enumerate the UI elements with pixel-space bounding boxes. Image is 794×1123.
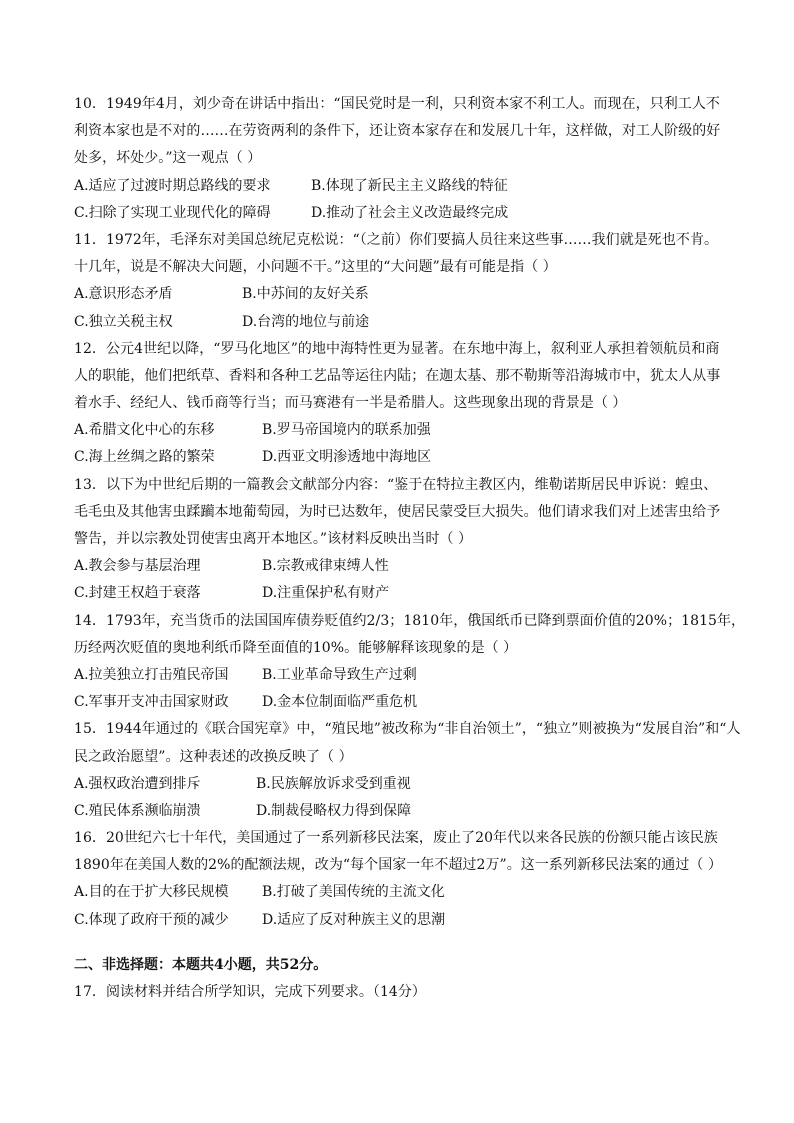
question-text-line: 利资本家也是不对的……在劳资两利的条件下，还让资本家存在和发展几十年，这样做，对工人阶级的好	[74, 123, 721, 140]
option-d[interactable]: D.推动了社会主义改造最终完成	[311, 204, 509, 221]
option-b[interactable]: B.罗马帝国境内的联系加强	[262, 422, 431, 439]
option-row	[74, 580, 724, 607]
option-b[interactable]: B.中苏间的友好关系	[242, 286, 369, 303]
option-c[interactable]: C.独立关税主权	[74, 313, 173, 330]
question-10	[74, 91, 724, 227]
option-b[interactable]: B.工业革命导致生产过剩	[262, 666, 417, 683]
option-a[interactable]: A.意识形态矛盾	[74, 286, 173, 303]
option-row	[74, 417, 724, 444]
option-row	[74, 200, 724, 227]
option-row	[74, 309, 724, 336]
option-b[interactable]: B.体现了新民主主义路线的特征	[311, 177, 508, 194]
option-c[interactable]: C.体现了政府干预的减少	[74, 911, 229, 928]
option-d[interactable]: D.金本位制面临严重危机	[262, 694, 418, 711]
question-text-line: 15．1944年通过的《联合国宪章》中，“殖民地”被改称为“非自治领土”，“独立”则被换为“发展自治”和“人	[74, 721, 741, 738]
option-d[interactable]: D.制裁侵略权力得到保障	[256, 802, 412, 819]
option-b[interactable]: B.宗教戒律束缚人性	[262, 558, 389, 575]
option-row	[74, 553, 724, 580]
option-a[interactable]: A.拉美独立打击殖民帝国	[74, 666, 229, 683]
question-16	[74, 825, 724, 934]
question-12	[74, 336, 724, 472]
option-d[interactable]: D.注重保护私有财产	[262, 585, 390, 602]
option-a[interactable]: A.强权政治遭到排斥	[74, 775, 201, 792]
option-row	[74, 281, 724, 308]
question-text-line: 1890年在美国人数的2%的配额法规，改为“每个国家一年不超过2万”。这一系列新移民法案的通过（ ）	[74, 857, 723, 874]
option-c[interactable]: C.海上丝绸之路的繁荣	[74, 449, 215, 466]
option-row	[74, 444, 724, 471]
option-c[interactable]: C.殖民体系濒临崩溃	[74, 802, 201, 819]
option-row	[74, 771, 724, 798]
option-row	[74, 907, 724, 934]
question-text-line: 11．1972年，毛泽东对美国总统尼克松说：“（之前）你们要搞人员往来这些事……我们就是死也不肯。	[74, 231, 719, 248]
question-text-line: 14．1793年，充当货币的法国国库债券贬值约2/3；1810年，俄国纸币已降到票面价值的20%；1815年，	[74, 612, 746, 629]
option-row	[74, 689, 724, 716]
question-text-line: 着水手、经纪人、钱币商等行当；而马赛港有一半是希腊人。这些现象出现的背景是（ ）	[74, 395, 627, 412]
question-text-line: 警告，并以宗教处罚使害虫离开本地区。”该材料反映出当时（ ）	[74, 531, 473, 547]
question-text-line: 10．1949年4月，刘少奇在讲话中指出：“国民党时是一利，只利资本家不利工人。而现在，只利工人不	[74, 96, 720, 112]
option-c[interactable]: C.封建王权趋于衰落	[74, 585, 201, 602]
option-c[interactable]: C.军事开支冲击国家财政	[74, 694, 229, 711]
question-15	[74, 716, 741, 825]
question-text-line: 十几年，说是不解决大问题，小问题不干。”这里的“大问题”最有可能是指（ ）	[74, 259, 557, 276]
option-a[interactable]: A.希腊文化中心的东移	[74, 422, 215, 439]
question-17: 17．阅读材料并结合所学知识，完成下列要求。（14分）	[74, 984, 426, 1000]
option-a[interactable]: A.教会参与基层治理	[74, 558, 201, 575]
option-d[interactable]: D.台湾的地位与前途	[242, 313, 370, 330]
option-c[interactable]: C.扫除了实现工业现代化的障碍	[74, 204, 271, 221]
question-text-line: 16．20世纪六七十年代，美国通过了一系列新移民法案，废止了20年代以来各民族的份额只能占该民族	[74, 830, 718, 847]
option-row	[74, 879, 724, 906]
question-11	[74, 227, 724, 336]
option-d[interactable]: D.适应了反对种族主义的思潮	[262, 911, 446, 928]
question-text-line: 处多，坏处少。”这一观点（ ）	[74, 150, 262, 167]
question-text-line: 人的职能，他们把纸草、香料和各种工艺品等运往内陆；在迦太基、那不勒斯等沿海城市中，犹太人从事	[74, 367, 721, 384]
question-text-line: 12．公元4世纪以降，“罗马化地区”的地中海特性更为显著。在东地中海上，叙利亚人承担着领航员和商	[74, 340, 720, 357]
section-title: 二、非选择题：本题共4小题，共52分。	[74, 956, 328, 973]
option-b[interactable]: B.民族解放诉求受到重视	[256, 775, 411, 792]
option-a[interactable]: A.目的在于扩大移民规模	[74, 884, 229, 901]
question-13	[74, 472, 724, 608]
question-text-line: 民之政治愿望”。这种表述的改换反映了（ ）	[74, 748, 353, 765]
option-a[interactable]: A.适应了过渡时期总路线的要求	[74, 177, 271, 194]
question-14	[74, 608, 746, 717]
option-b[interactable]: B.打破了美国传统的主流文化	[262, 884, 445, 901]
option-row	[74, 173, 724, 200]
option-row	[74, 662, 724, 689]
option-row	[74, 798, 724, 825]
question-text-line: 13．以下为中世纪后期的一篇教会文献部分内容：“鉴于在特拉主教区内，维勒诺斯居民申诉说：蝗虫、	[74, 476, 718, 493]
option-d[interactable]: D.西亚文明渗透地中海地区	[262, 449, 432, 466]
exam-page	[74, 91, 746, 1006]
question-text-line: 毛毛虫及其他害虫蹂躏本地葡萄园，为时已达数年，使居民蒙受巨大损失。他们请求我们对上述害虫给予	[74, 503, 721, 520]
question-text-line: 历经两次贬值的奥地利纸币降至面值的10%。能够解释该现象的是（ ）	[74, 639, 518, 656]
